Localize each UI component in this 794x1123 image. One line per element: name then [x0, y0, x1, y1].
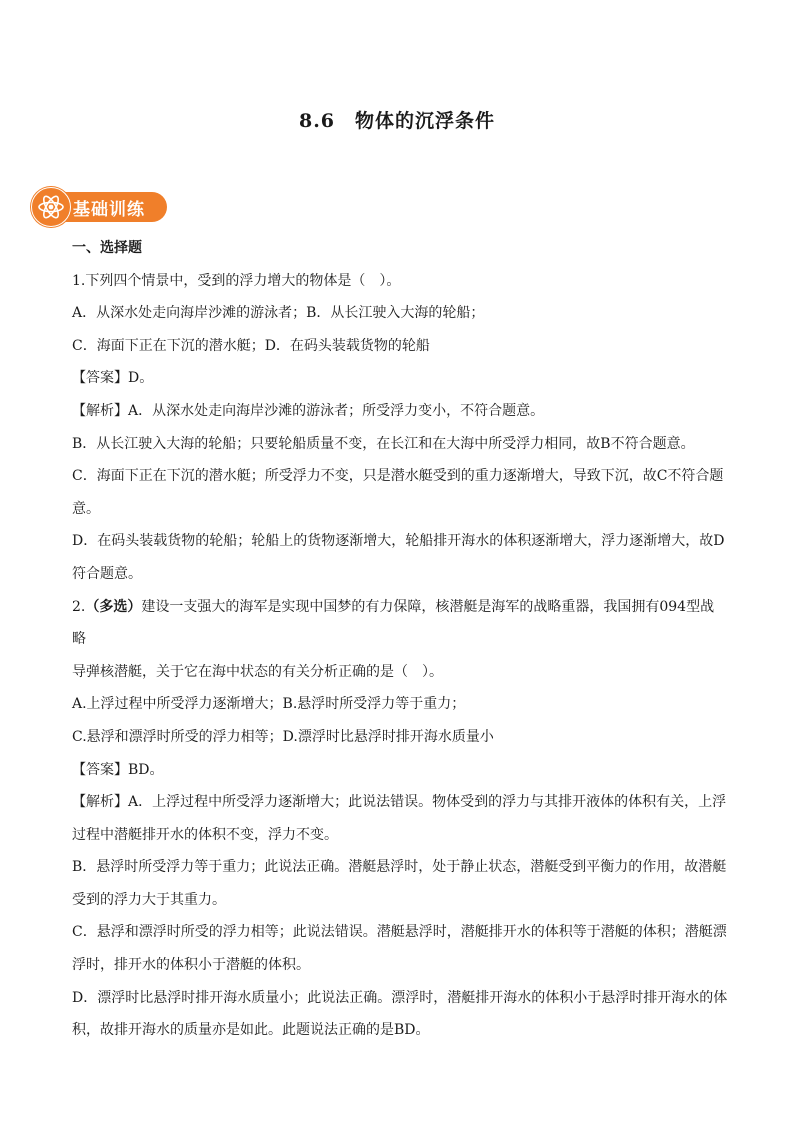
q2-options-line-1: A.上浮过程中所受浮力逐渐增大；B.悬浮时所受浮力等于重力；: [72, 696, 466, 713]
q1-analysis-d-line-2: 符合题意。: [72, 565, 142, 582]
atom-icon: [36, 192, 66, 222]
page-title: 8.6 物体的沉浮条件: [298, 110, 496, 132]
q2-stem-text: 建设一支强大的海军是实现中国梦的有力保障，核潜艇是海军的战略重器，我国拥有094型战略: [72, 598, 715, 648]
section-badge: [31, 187, 169, 227]
q2-stem-line-2: 导弹核潜艇，关于它在海中状态的有关分析正确的是（ ）。: [72, 663, 443, 680]
section-heading: 一、选择题: [72, 240, 142, 256]
q2-multi-tag: （多选）: [85, 598, 142, 615]
q1-options-line-2: C．海面下正在下沉的潜水艇；D．在码头装载货物的轮船: [72, 337, 430, 354]
q2-stem-line-1: [72, 591, 728, 656]
q1-analysis-d-line-1: D．在码头装载货物的轮船；轮船上的货物逐渐增大，轮船排开海水的体积逐渐增大，浮力逐渐增大，故D: [72, 533, 725, 550]
q1-options-line-1: A．从深水处走向海岸沙滩的游泳者；B．从长江驶入大海的轮船；: [72, 305, 485, 322]
q2-analysis-a-line-1: 【解析】A．上浮过程中所受浮力逐渐增大；此说法错误。物体受到的浮力与其排开液体的体积有关，上浮: [72, 794, 727, 811]
badge-circle: [31, 187, 71, 227]
q2-number: 2.: [72, 598, 86, 615]
content: [72, 232, 728, 1047]
q2-answer: 【答案】BD。: [72, 761, 164, 778]
q2-analysis-c-line-1: C．悬浮和漂浮时所受的浮力相等；此说法错误。潜艇悬浮时，潜艇排开水的体积等于潜艇的体积；潜艇漂: [72, 924, 727, 941]
q2-analysis-d-line-1: D．漂浮时比悬浮时排开海水质量小；此说法正确。漂浮时，潜艇排开海水的体积小于悬浮时排开海水的体: [72, 989, 728, 1006]
q1-stem: 1.下列四个情景中，受到的浮力增大的物体是（ ）。: [72, 272, 401, 289]
q1-analysis-c-line-1: C．海面下正在下沉的潜水艇；所受浮力不变，只是潜水艇受到的重力逐渐增大，导致下沉，故C不符合题: [72, 468, 724, 485]
q2-analysis-b-line-2: 受到的浮力大于其重力。: [72, 891, 226, 908]
q1-analysis-b: B．从长江驶入大海的轮船；只要轮船质量不变，在长江和在大海中所受浮力相同，故B不符合题意。: [72, 435, 695, 452]
q2-analysis-d-line-2: 积，故排开海水的质量亦是如此。此题说法正确的是BD。: [72, 1022, 430, 1039]
badge-label: 基础训练: [73, 200, 145, 220]
q1-analysis-c-line-2: 意。: [72, 500, 100, 517]
q1-analysis-a: 【解析】A．从深水处走向海岸沙滩的游泳者；所受浮力变小，不符合题意。: [72, 402, 545, 419]
q2-analysis-b-line-1: B．悬浮时所受浮力等于重力；此说法正确。潜艇悬浮时，处于静止状态，潜艇受到平衡力的作用，故潜艇: [72, 859, 727, 876]
q2-analysis-a-line-2: 过程中潜艇排开水的体积不变，浮力不变。: [72, 826, 338, 843]
q2-analysis-c-line-2: 浮时，排开水的体积小于潜艇的体积。: [72, 957, 310, 974]
q2-options-line-2: C.悬浮和漂浮时所受的浮力相等；D.漂浮时比悬浮时排开海水质量小: [72, 728, 494, 745]
q1-answer: 【答案】D。: [72, 370, 154, 387]
